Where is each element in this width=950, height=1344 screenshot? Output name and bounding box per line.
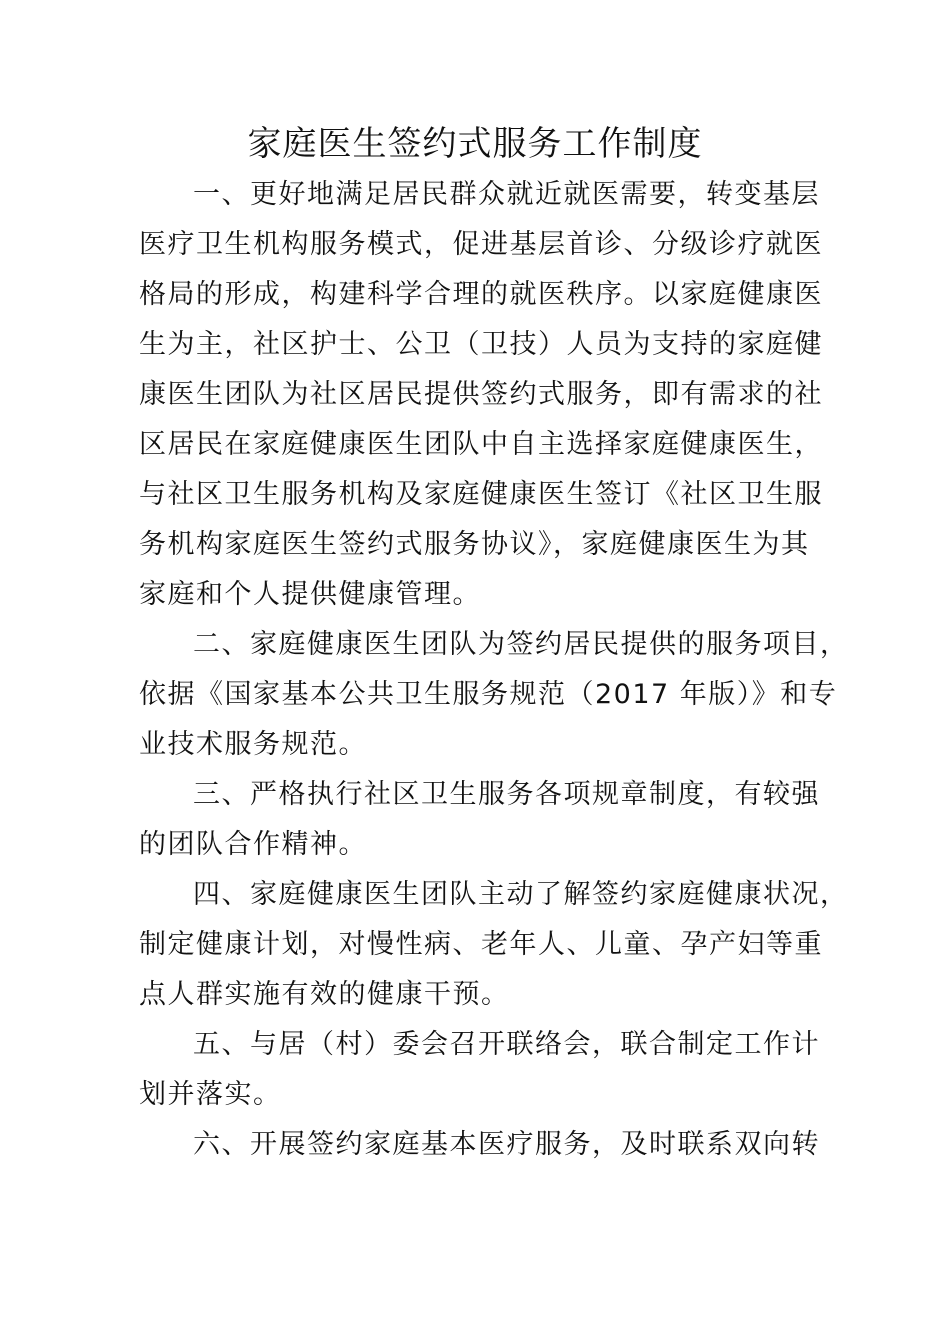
paragraph-6 bbox=[139, 1120, 835, 1170]
document-title: 家庭医生签约式服务工作制度 bbox=[247, 124, 703, 164]
paragraph-line: 区居民在家庭健康医生团队中自主选择家庭健康医生， bbox=[139, 429, 823, 460]
paragraph-line: 生为主，社区护士、公卫（卫技）人员为支持的家庭健 bbox=[139, 329, 823, 360]
paragraph-line: 的团队合作精神。 bbox=[139, 829, 367, 860]
paragraph-line: 点人群实施有效的健康干预。 bbox=[139, 979, 510, 1010]
paragraph-3 bbox=[139, 770, 835, 870]
document-body bbox=[139, 170, 849, 1170]
paragraph-line: 二、家庭健康医生团队为签约居民提供的服务项目， bbox=[193, 629, 849, 660]
paragraph-line: 一、更好地满足居民群众就近就医需要，转变基层 bbox=[193, 179, 820, 210]
paragraph-line: 业技术服务规范。 bbox=[139, 729, 367, 760]
paragraph-line: 与社区卫生服务机构及家庭健康医生签订《社区卫生服 bbox=[139, 479, 823, 510]
paragraph-line: 家庭和个人提供健康管理。 bbox=[139, 579, 481, 610]
paragraph-2 bbox=[139, 620, 849, 770]
paragraph-line: 六、开展签约家庭基本医疗服务，及时联系双向转 bbox=[193, 1129, 820, 1160]
paragraph-line: 康医生团队为社区居民提供签约式服务，即有需求的社 bbox=[139, 379, 823, 410]
paragraph-1 bbox=[139, 170, 835, 620]
paragraph-line: 三、严格执行社区卫生服务各项规章制度，有较强 bbox=[193, 779, 820, 810]
paragraph-line: 制定健康计划，对慢性病、老年人、儿童、孕产妇等重 bbox=[139, 929, 823, 960]
paragraph-4 bbox=[139, 870, 849, 1020]
paragraph-line: 医疗卫生机构服务模式，促进基层首诊、分级诊疗就医 bbox=[139, 229, 823, 260]
paragraph-line: 五、与居（村）委会召开联络会，联合制定工作计 bbox=[193, 1029, 820, 1060]
paragraph-5 bbox=[139, 1020, 835, 1120]
paragraph-line: 务机构家庭医生签约式服务协议》，家庭健康医生为其 bbox=[139, 529, 810, 560]
paragraph-line: 依据《国家基本公共卫生服务规范（2017 年版）》和专 bbox=[139, 679, 838, 710]
paragraph-line: 划并落实。 bbox=[139, 1079, 282, 1110]
paragraph-line: 格局的形成，构建科学合理的就医秩序。以家庭健康医 bbox=[139, 279, 823, 310]
paragraph-line: 四、家庭健康医生团队主动了解签约家庭健康状况， bbox=[193, 879, 849, 910]
